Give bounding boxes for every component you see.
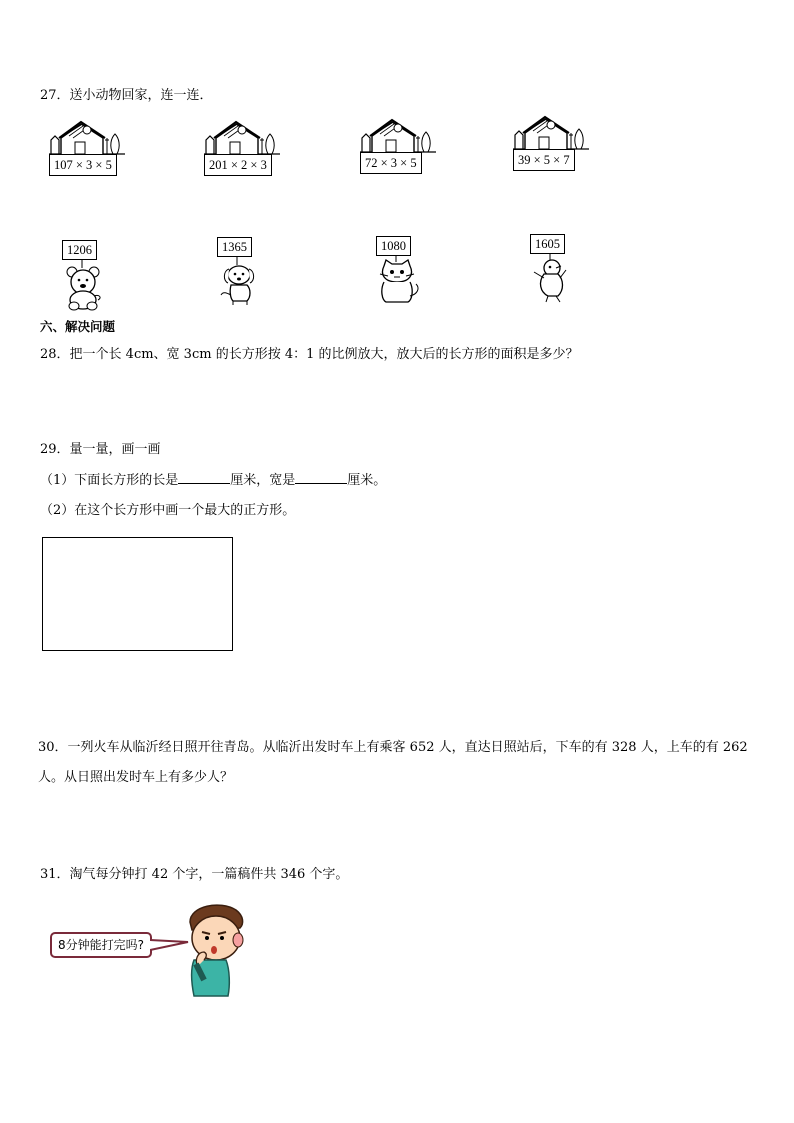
- house-4: [511, 113, 591, 171]
- house-2: [202, 118, 282, 176]
- q29-line2: （2）在这个长方形中画一个最大的正方形。: [40, 503, 296, 518]
- measure-rectangle[interactable]: [42, 537, 233, 651]
- house-icon: [358, 116, 438, 156]
- house-expression: 201 × 2 × 3: [204, 154, 272, 176]
- speech-bubble: 8分钟能打完吗?: [50, 932, 152, 958]
- q29-line1-a: （1）下面长方形的长是: [40, 473, 179, 488]
- animal-number: 1206: [62, 240, 97, 260]
- house-icon: [202, 118, 282, 158]
- q29-title: 29．量一量，画一画: [40, 442, 161, 457]
- house-expression: 39 × 5 × 7: [513, 149, 575, 171]
- dog-icon: [213, 237, 277, 311]
- house-icon: [511, 113, 591, 153]
- animal-bird: [526, 234, 590, 308]
- animal-dog: [213, 237, 277, 311]
- house-expression: 72 × 3 × 5: [360, 152, 422, 174]
- answer-blank-width[interactable]: [295, 471, 347, 484]
- animal-number: 1365: [217, 237, 252, 257]
- animal-bear: [60, 240, 124, 314]
- house-1: [47, 118, 127, 176]
- bear-icon: [60, 240, 124, 314]
- cat-icon: [372, 236, 436, 310]
- q28-text: 28．把一个长 4cm、宽 3cm 的长方形按 4：1 的比例放大，放大后的长方形的面积是多少？: [40, 347, 579, 362]
- q29-line1-c: 厘米。: [347, 473, 387, 488]
- q27-title: 27．送小动物回家，连一连．: [40, 88, 213, 103]
- q29-line1-b: 厘米，宽是: [230, 473, 296, 488]
- animal-cat: [372, 236, 436, 310]
- house-icon: [47, 118, 127, 158]
- q30-text: 30．一列火车从临沂经日照开往青岛。从临沂出发时车上有乘客 652 人，直达日照站后，下车的有 328 人，上车的有 262 人。从日照出发时车上有多少人？: [38, 740, 748, 785]
- q31-text: 31．淘气每分钟打 42 个字，一篇稿件共 346 个字。: [40, 867, 349, 882]
- animal-number: 1605: [530, 234, 565, 254]
- animal-number: 1080: [376, 236, 411, 256]
- answer-blank-length[interactable]: [178, 471, 230, 484]
- boy-thinking-icon: [180, 900, 250, 1000]
- house-3: [358, 116, 438, 174]
- house-expression: 107 × 3 × 5: [49, 154, 117, 176]
- q29-line1: [40, 469, 386, 488]
- bird-icon: [526, 234, 590, 308]
- section-title: 六、解决问题: [40, 319, 116, 334]
